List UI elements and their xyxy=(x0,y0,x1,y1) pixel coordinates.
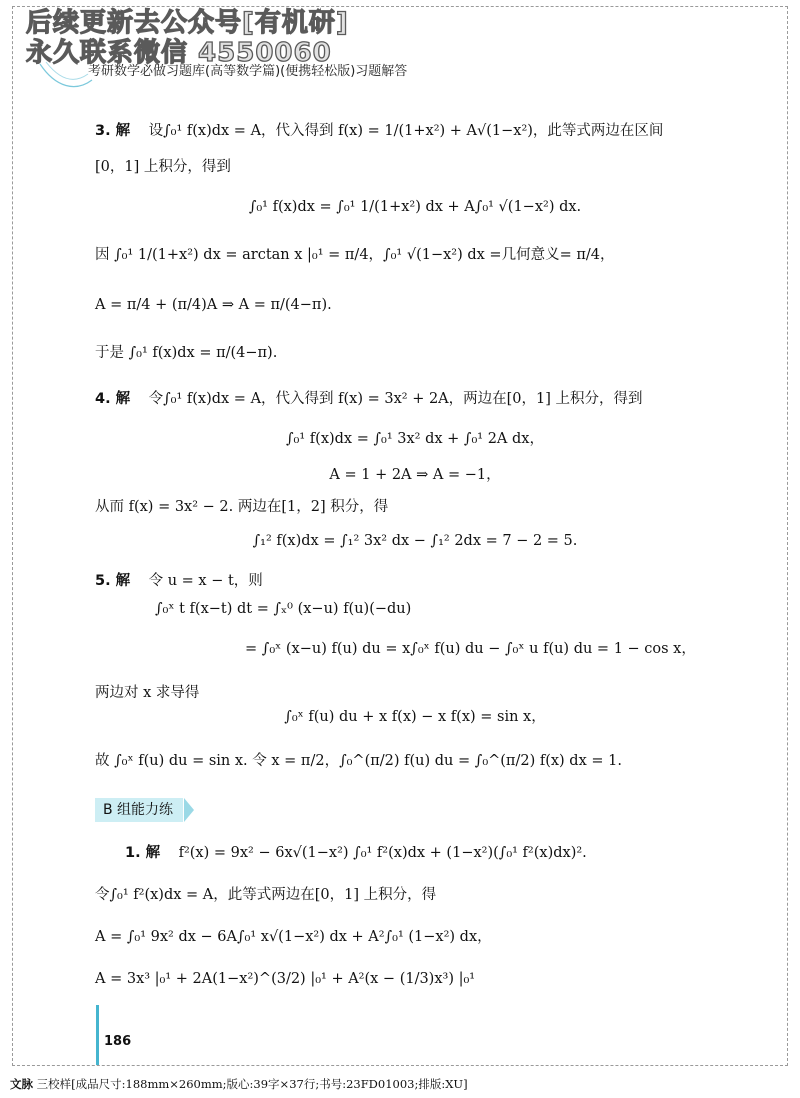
problem-4-equation-3: ∫₁² f(x)dx = ∫₁² 3x² dx − ∫₁² 2dx = 7 − 2 = 5. xyxy=(252,533,578,549)
b-problem-1-line-4: A = 3x³ |₀¹ + 2A(1−x²)^(3/2) |₀¹ + A²(x − (1/3)x³) |₀¹ xyxy=(95,971,476,987)
watermark-line-2: 永久联系微信 4550060 xyxy=(26,38,332,68)
problem-3-equation-1: ∫₀¹ f(x)dx = ∫₀¹ 1/(1+x²) dx + A∫₀¹ √(1−x²) dx. xyxy=(248,199,582,215)
problem-5-line-4: 两边对 x 求导得 xyxy=(95,685,200,701)
problem-3-line-1: 3. 解 设∫₀¹ f(x)dx = A，代入得到 f(x) = 1/(1+x²) + A√(1−x²)，此等式两边在区间 xyxy=(95,123,664,139)
problem-4-label: 4. 解 xyxy=(95,391,131,407)
problem-5-label: 5. 解 xyxy=(95,573,131,589)
print-footer xyxy=(10,1076,468,1092)
b-problem-1-label: 1. 解 xyxy=(125,845,161,861)
margin-accent-line xyxy=(96,1005,99,1065)
problem-3-line-2: [0，1] 上积分，得到 xyxy=(95,159,231,175)
running-header: 考研数学必做习题库(高等数学篇)(便携轻松版)习题解答 xyxy=(88,64,408,79)
b-problem-1-line-1: 1. 解 f²(x) = 9x² − 6x√(1−x²) ∫₀¹ f²(x)dx + (1−x²)(∫₀¹ f²(x)dx)². xyxy=(125,845,587,861)
b-problem-1-line-3: A = ∫₀¹ 9x² dx − 6A∫₀¹ x√(1−x²) dx + A²∫₀¹ (1−x²) dx， xyxy=(95,929,492,945)
problem-4-equation-1: ∫₀¹ f(x)dx = ∫₀¹ 3x² dx + ∫₀¹ 2A dx， xyxy=(286,431,544,447)
b-problem-1-line-2: 令∫₀¹ f²(x)dx = A，此等式两边在[0，1] 上积分，得 xyxy=(95,887,437,903)
problem-5-equation-3: ∫₀ˣ f(u) du + x f(x) − x f(x) = sin x， xyxy=(284,709,546,725)
section-heading-arrow-icon xyxy=(184,798,194,822)
swirl-decoration-icon xyxy=(36,58,96,98)
problem-4-equation-2: A = 1 + 2A ⇒ A = −1， xyxy=(329,467,501,483)
problem-4-line-1: 4. 解 令∫₀¹ f(x)dx = A，代入得到 f(x) = 3x² + 2A，两边在[0，1] 上积分，得到 xyxy=(95,391,643,407)
problem-3-label: 3. 解 xyxy=(95,123,131,139)
footer-info: 三校样[成品尺寸:188mm×260mm;版心:39字×37行;书号:23FD01003;排版:XU] xyxy=(36,1077,468,1091)
page-number: 186 xyxy=(104,1034,132,1049)
problem-3-line-5: A = π/4 + (π/4)A ⇒ A = π/(4−π). xyxy=(95,297,332,313)
problem-5-equation-1: ∫₀ˣ t f(x−t) dt = ∫ₓ⁰ (x−u) f(u)(−du) xyxy=(155,601,412,617)
problem-3-line-4: 因 ∫₀¹ 1/(1+x²) dx = arctan x |₀¹ = π/4，∫₀¹ √(1−x²) dx =几何意义= π/4， xyxy=(95,247,615,263)
problem-5-line-6: 故 ∫₀ˣ f(u) du = sin x. 令 x = π/2，∫₀^(π/2) f(u) du = ∫₀^(π/2) f(x) dx = 1. xyxy=(95,753,622,769)
section-heading: B 组能力练 xyxy=(95,798,183,822)
problem-5-equation-2: = ∫₀ˣ (x−u) f(u) du = x∫₀ˣ f(u) du − ∫₀ˣ u f(u) du = 1 − cos x， xyxy=(245,641,696,657)
problem-4-line-4: 从而 f(x) = 3x² − 2. 两边在[1，2] 积分，得 xyxy=(95,499,389,515)
watermark-line-1: 后续更新去公众号[有机研] xyxy=(26,8,349,38)
problem-3-line-6: 于是 ∫₀¹ f(x)dx = π/(4−π). xyxy=(95,345,278,361)
footer-brand: 文脉 xyxy=(10,1077,33,1091)
problem-5-line-1: 5. 解 令 u = x − t，则 xyxy=(95,573,263,589)
